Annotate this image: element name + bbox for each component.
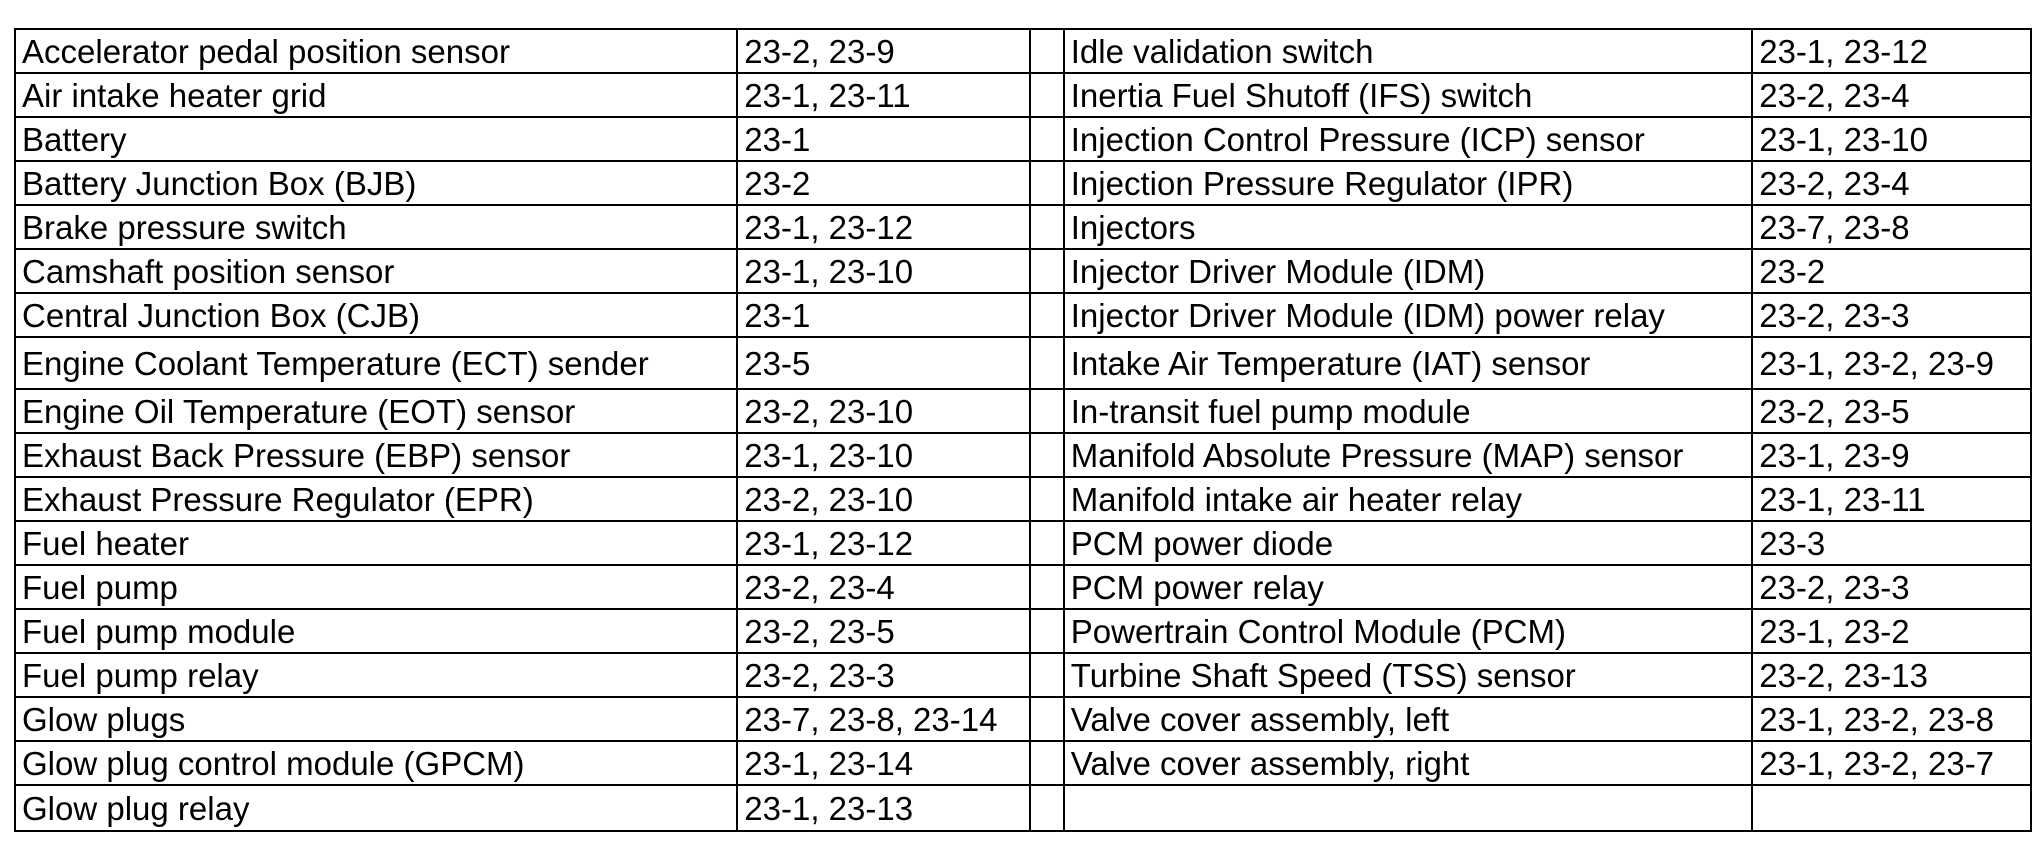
right-figures-cell: 23-7, 23-8 — [1752, 205, 2031, 249]
right-figures-cell: 23-2, 23-5 — [1752, 389, 2031, 433]
column-gap — [1030, 697, 1064, 741]
column-gap — [1030, 653, 1064, 697]
left-figures-cell: 23-2 — [737, 161, 1030, 205]
right-component-cell: PCM power relay — [1064, 565, 1752, 609]
right-figures-cell: 23-3 — [1752, 521, 2031, 565]
right-figures-cell: 23-1, 23-10 — [1752, 117, 2031, 161]
right-component-cell: Idle validation switch — [1064, 29, 1752, 73]
left-component-cell: Camshaft position sensor — [15, 249, 737, 293]
right-figures-cell: 23-2, 23-3 — [1752, 565, 2031, 609]
left-component-cell: Glow plug control module (GPCM) — [15, 741, 737, 785]
right-component-cell: Injectors — [1064, 205, 1752, 249]
left-component-cell: Fuel pump — [15, 565, 737, 609]
right-component-cell: Turbine Shaft Speed (TSS) sensor — [1064, 653, 1752, 697]
right-figures-cell: 23-1, 23-9 — [1752, 433, 2031, 477]
table-row — [15, 609, 2031, 653]
left-component-cell: Air intake heater grid — [15, 73, 737, 117]
left-figures-cell: 23-2, 23-3 — [737, 653, 1030, 697]
table-row — [15, 785, 2031, 831]
left-figures-cell: 23-2, 23-9 — [737, 29, 1030, 73]
left-figures-cell: 23-1 — [737, 117, 1030, 161]
component-index-table — [14, 28, 2032, 832]
left-component-cell: Engine Coolant Temperature (ECT) sender — [15, 337, 737, 389]
left-figures-cell: 23-2, 23-10 — [737, 477, 1030, 521]
table-row — [15, 697, 2031, 741]
left-component-cell: Fuel heater — [15, 521, 737, 565]
left-figures-cell: 23-1, 23-10 — [737, 249, 1030, 293]
left-figures-cell: 23-2, 23-10 — [737, 389, 1030, 433]
right-component-cell: PCM power diode — [1064, 521, 1752, 565]
right-component-cell: Inertia Fuel Shutoff (IFS) switch — [1064, 73, 1752, 117]
right-component-cell: Intake Air Temperature (IAT) sensor — [1064, 337, 1752, 389]
right-figures-cell: 23-2 — [1752, 249, 2031, 293]
left-component-cell: Central Junction Box (CJB) — [15, 293, 737, 337]
table-row — [15, 117, 2031, 161]
column-gap — [1030, 205, 1064, 249]
column-gap — [1030, 477, 1064, 521]
right-figures-cell: 23-1, 23-2 — [1752, 609, 2031, 653]
left-component-cell: Exhaust Back Pressure (EBP) sensor — [15, 433, 737, 477]
left-figures-cell: 23-1, 23-12 — [737, 521, 1030, 565]
left-component-cell: Brake pressure switch — [15, 205, 737, 249]
left-component-cell: Glow plug relay — [15, 785, 737, 831]
column-gap — [1030, 249, 1064, 293]
column-gap — [1030, 337, 1064, 389]
left-figures-cell: 23-1, 23-13 — [737, 785, 1030, 831]
left-figures-cell: 23-1 — [737, 293, 1030, 337]
table-row — [15, 29, 2031, 73]
left-component-cell: Battery — [15, 117, 737, 161]
right-figures-cell: 23-1, 23-11 — [1752, 477, 2031, 521]
column-gap — [1030, 433, 1064, 477]
column-gap — [1030, 609, 1064, 653]
table-row — [15, 73, 2031, 117]
left-figures-cell: 23-2, 23-4 — [737, 565, 1030, 609]
right-figures-cell — [1752, 785, 2031, 831]
right-component-cell: Manifold intake air heater relay — [1064, 477, 1752, 521]
component-index-body — [15, 29, 2031, 831]
left-figures-cell: 23-1, 23-12 — [737, 205, 1030, 249]
table-row — [15, 337, 2031, 389]
column-gap — [1030, 161, 1064, 205]
left-component-cell: Exhaust Pressure Regulator (EPR) — [15, 477, 737, 521]
column-gap — [1030, 565, 1064, 609]
right-figures-cell: 23-2, 23-3 — [1752, 293, 2031, 337]
right-component-cell: Injector Driver Module (IDM) power relay — [1064, 293, 1752, 337]
left-component-cell: Engine Oil Temperature (EOT) sensor — [15, 389, 737, 433]
left-figures-cell: 23-5 — [737, 337, 1030, 389]
table-row — [15, 565, 2031, 609]
right-component-cell: Valve cover assembly, left — [1064, 697, 1752, 741]
table-row — [15, 205, 2031, 249]
right-component-cell: Injection Control Pressure (ICP) sensor — [1064, 117, 1752, 161]
right-figures-cell: 23-2, 23-4 — [1752, 73, 2031, 117]
table-row — [15, 389, 2031, 433]
left-figures-cell: 23-7, 23-8, 23-14 — [737, 697, 1030, 741]
table-row — [15, 249, 2031, 293]
table-row — [15, 161, 2031, 205]
right-component-cell: Manifold Absolute Pressure (MAP) sensor — [1064, 433, 1752, 477]
table-row — [15, 293, 2031, 337]
table-row — [15, 433, 2031, 477]
left-figures-cell: 23-1, 23-10 — [737, 433, 1030, 477]
table-row — [15, 653, 2031, 697]
table-row — [15, 521, 2031, 565]
left-component-cell: Fuel pump relay — [15, 653, 737, 697]
right-figures-cell: 23-2, 23-13 — [1752, 653, 2031, 697]
left-figures-cell: 23-2, 23-5 — [737, 609, 1030, 653]
right-figures-cell: 23-1, 23-2, 23-7 — [1752, 741, 2031, 785]
right-component-cell: In-transit fuel pump module — [1064, 389, 1752, 433]
column-gap — [1030, 73, 1064, 117]
right-figures-cell: 23-1, 23-2, 23-9 — [1752, 337, 2031, 389]
left-figures-cell: 23-1, 23-14 — [737, 741, 1030, 785]
column-gap — [1030, 389, 1064, 433]
right-figures-cell: 23-1, 23-2, 23-8 — [1752, 697, 2031, 741]
table-row — [15, 741, 2031, 785]
right-component-cell — [1064, 785, 1752, 831]
left-component-cell: Fuel pump module — [15, 609, 737, 653]
left-component-cell: Battery Junction Box (BJB) — [15, 161, 737, 205]
column-gap — [1030, 741, 1064, 785]
right-component-cell: Valve cover assembly, right — [1064, 741, 1752, 785]
column-gap — [1030, 117, 1064, 161]
table-row — [15, 477, 2031, 521]
right-component-cell: Injection Pressure Regulator (IPR) — [1064, 161, 1752, 205]
left-figures-cell: 23-1, 23-11 — [737, 73, 1030, 117]
column-gap — [1030, 785, 1064, 831]
column-gap — [1030, 293, 1064, 337]
right-component-cell: Injector Driver Module (IDM) — [1064, 249, 1752, 293]
column-gap — [1030, 29, 1064, 73]
right-component-cell: Powertrain Control Module (PCM) — [1064, 609, 1752, 653]
right-figures-cell: 23-2, 23-4 — [1752, 161, 2031, 205]
right-figures-cell: 23-1, 23-12 — [1752, 29, 2031, 73]
column-gap — [1030, 521, 1064, 565]
left-component-cell: Accelerator pedal position sensor — [15, 29, 737, 73]
left-component-cell: Glow plugs — [15, 697, 737, 741]
